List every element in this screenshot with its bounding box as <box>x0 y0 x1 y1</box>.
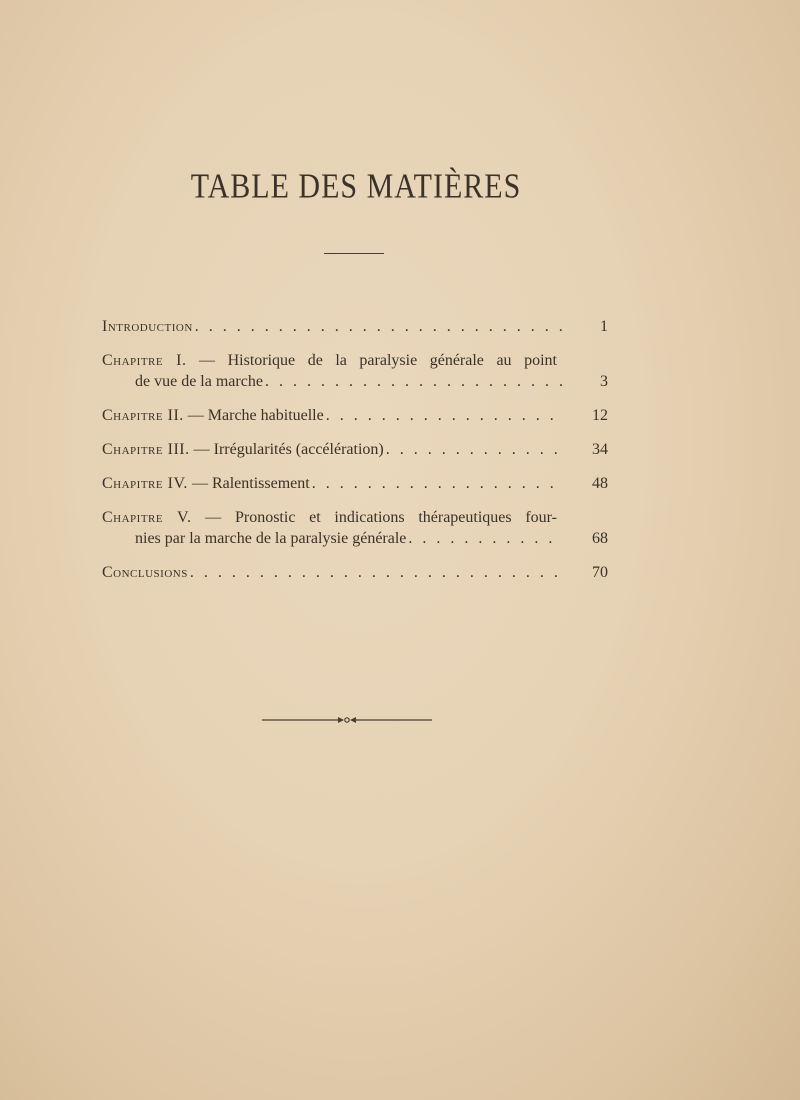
leader-dots <box>312 473 562 494</box>
title-divider <box>324 253 384 254</box>
table-of-contents <box>102 316 608 596</box>
leader-dots <box>265 371 562 392</box>
toc-entry-text: — Historique de la paralysie générale au point <box>199 352 557 369</box>
toc-page-number: 70 <box>592 564 608 581</box>
toc-page-number: 3 <box>600 373 608 390</box>
toc-entry-chapter-5 <box>102 507 608 549</box>
toc-entry-introduction <box>102 316 608 337</box>
decorative-ornament-divider <box>262 713 432 727</box>
leader-dots <box>326 405 562 426</box>
toc-entry-text: — Pronostic et indications thérapeutiques four- <box>205 509 558 526</box>
toc-page-number: 68 <box>592 530 608 547</box>
toc-page-number: 34 <box>592 441 608 458</box>
toc-entry-label: Chapitre V. <box>102 509 192 526</box>
toc-entry-label: Chapitre III. <box>102 441 190 458</box>
toc-entry-chapter-4 <box>102 473 608 494</box>
toc-entry-label: Conclusions <box>102 564 188 581</box>
toc-page-number: 12 <box>592 407 608 424</box>
leader-dots <box>408 528 562 549</box>
toc-entry-text: nies par la marche de la paralysie générale <box>135 530 407 547</box>
page-title: TABLE DES MATIÈRES <box>190 167 522 206</box>
toc-entry-label: Chapitre I. <box>102 352 187 369</box>
toc-entry-label: Chapitre II. <box>102 407 184 424</box>
leader-dots <box>195 316 562 337</box>
toc-entry-chapter-2 <box>102 405 608 426</box>
toc-entry-label: Introduction <box>102 318 193 335</box>
toc-entry-chapter-1 <box>102 350 608 392</box>
toc-entry-chapter-3 <box>102 439 608 460</box>
toc-entry-text: — Irrégularités (accélération) <box>193 441 384 458</box>
toc-entry-text: — Ralentissement <box>191 475 310 492</box>
toc-entry-label: Chapitre IV. <box>102 475 188 492</box>
toc-page-number: 48 <box>592 475 608 492</box>
toc-entry-conclusions <box>102 562 608 583</box>
toc-page-number: 1 <box>600 318 608 335</box>
toc-entry-text: de vue de la marche <box>135 373 263 390</box>
leader-dots <box>190 562 562 583</box>
toc-entry-text: — Marche habituelle <box>187 407 324 424</box>
leader-dots <box>386 439 562 460</box>
